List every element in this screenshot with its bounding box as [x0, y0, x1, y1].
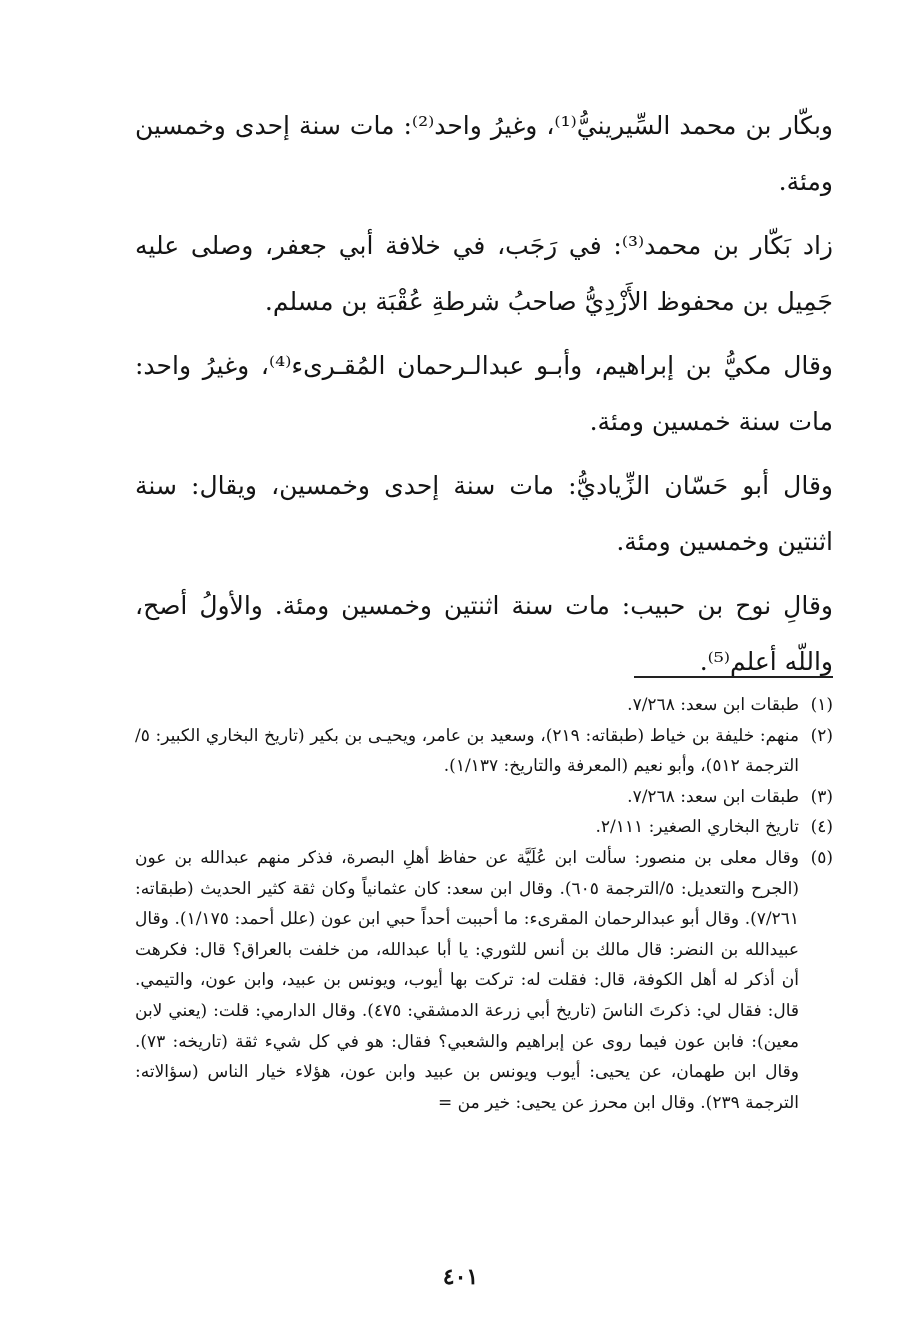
footnote-number: (٣) — [810, 786, 833, 807]
footnote-text: منهم: خليفة بن خياط (طبقاته: ٢١٩)، وسعيد بن عامر، ويحيـى بن بكير (تاريخ البخاري الكبير: ٥/الترجمة ٥١٢)، وأبو نعيم (المعرفة والتاريخ: ١/١٣٧). — [135, 725, 799, 777]
footnote-1 — [135, 690, 833, 721]
footnote-text: وقال معلى بن منصور: سألت ابن عُلَيَّة عن حفاظ أهلِ البصرة، فذكر منهم عبدالله بن عون (الجرح والتعديل: ٥/الترجمة ٦٠٥). وقال ابن سعد: كان عثمانياً وكان ثقة كثير الحديث (طبقاته: ٧/٢٦١). وقال أبو عبدالرحمان المقرىء: ما أحببت أحداً حبي ابن عون (علل أحمد: ١/١٧٥). وقال عبيدالله بن النضر: قال مالك بن أنس للثوري: يا أبا عبدالله، من خلفت بالعراق؟ قال: فكرهت أن أذكر له أهل الكوفة، قال: فقلت له: تركت بها أيوب، ويونس بن عبيد، وابن عون، والتيمي. قال: فقال لي: ذكرتَ الناسَ (تاريخ أبي زرعة الدمشقي: ٤٧٥). وقال الدارمي: قلت: (يعني لابن معين): فابن عون فيما روى عن إبراهيم والشعبي؟ فقال: هو في كل شيء ثقة (تاريخه: ٧٣). وقال ابن طهمان، عن يحيى: أيوب ويونس بن عبيد وابن عون، هؤلاء خيار الناس (سؤالاته: الترجمة ٢٣٩). وقال ابن محرز عن يحيى: خير من = — [135, 847, 800, 1113]
footnotes — [135, 690, 833, 1118]
footnote-2 — [135, 721, 833, 782]
main-paragraph: وقالِ نوح بن حبيب: مات سنة اثنتين وخمسين ومئة. والأولُ أصح، واللّه أعلم⁽⁵⁾. — [135, 591, 833, 676]
footnote-5 — [135, 843, 833, 1118]
footnote-3 — [135, 782, 833, 813]
main-paragraph: وبكّار بن محمد السِّيرينيُّ⁽¹⁾، وغيرُ واحد⁽²⁾: مات سنة إحدى وخمسين ومئة. — [135, 111, 833, 196]
main-paragraph: وقال مكيُّ بن إبراهيم، وأبـو عبدالـرحمان المُقـرىء⁽⁴⁾، وغيرُ واحد: مات سنة خمسين ومئة. — [135, 351, 833, 436]
footnote-number: (٢) — [810, 725, 833, 746]
page-number: ٤٠١ — [442, 1264, 479, 1290]
main-paragraph: وقال أبو حَسّان الزِّياديُّ: مات سنة إحدى وخمسين، ويقال: سنة اثنتين وخمسين ومئة. — [135, 471, 833, 556]
footnote-text: طبقات ابن سعد: ٧/٢٦٨. — [627, 786, 799, 807]
footnote-separator — [634, 676, 833, 678]
footnote-text: تاريخ البخاري الصغير: ٢/١١١. — [595, 817, 799, 838]
footnote-number: (١) — [810, 695, 833, 715]
main-paragraph: زاد بَكّار بن محمد⁽³⁾: في رَجَب، في خلافة أبي جعفر، وصلى عليه جَمِيل بن محفوظ الأَزْدِيُّ صاحبُ شرطةِ عُقْبَة بن مسلم. — [135, 231, 833, 316]
main-text — [135, 98, 833, 698]
footnote-number: (٤) — [810, 817, 833, 838]
footnote-number: (٥) — [810, 847, 833, 868]
footnote-4 — [135, 812, 833, 843]
footnote-text: طبقات ابن سعد: ٧/٢٦٨. — [627, 695, 799, 715]
